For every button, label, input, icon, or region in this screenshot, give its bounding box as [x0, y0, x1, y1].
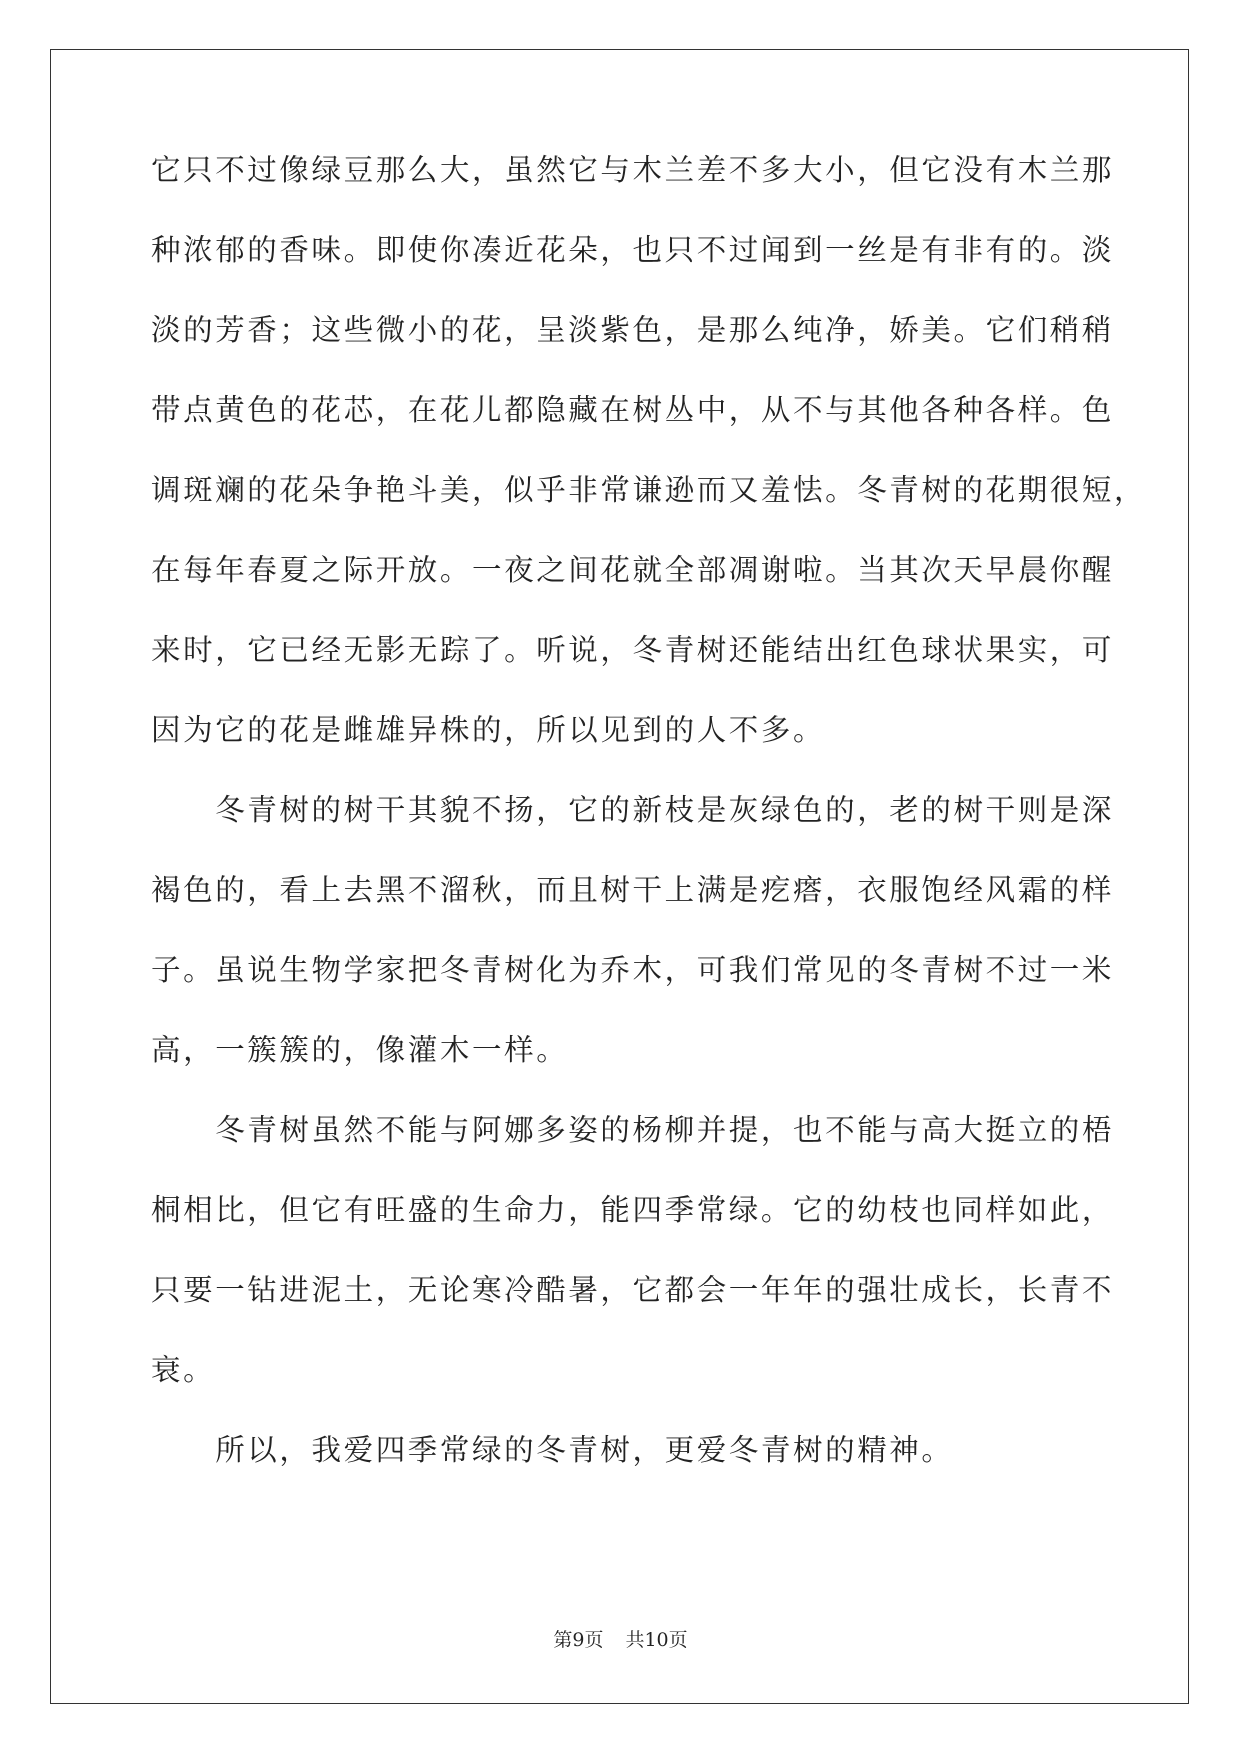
text-line: 在每年春夏之际开放。一夜之间花就全部凋谢啦。当其次天早晨你醒 [151, 553, 1115, 587]
text-line: 因为它的花是雌雄异株的，所以见到的人不多。 [151, 713, 826, 747]
text-line: 子。虽说生物学家把冬青树化为乔木，可我们常见的冬青树不过一米 [151, 953, 1115, 987]
total-pages: 共10页 [625, 1629, 688, 1651]
text-line: 衰。 [151, 1353, 216, 1387]
text-line: 它只不过像绿豆那么大，虽然它与木兰差不多大小，但它没有木兰那 [151, 153, 1115, 187]
text-line: 带点黄色的花芯，在花儿都隐藏在树丛中，从不与其他各种各样。色 [151, 393, 1115, 427]
text-line: 高，一簇簇的，像灌木一样。 [151, 1033, 569, 1067]
text-line: 种浓郁的香味。即使你凑近花朵，也只不过闻到一丝是有非有的。淡 [151, 233, 1115, 267]
page-number: 第9页 [553, 1629, 604, 1651]
text-line: 桐相比，但它有旺盛的生命力，能四季常绿。它的幼枝也同样如此， [151, 1193, 1115, 1227]
paragraph-start-line: 冬青树虽然不能与阿娜多姿的杨柳并提，也不能与高大挺立的梧 [151, 1113, 1115, 1147]
paragraph-start-line: 所以，我爱四季常绿的冬青树，更爱冬青树的精神。 [151, 1433, 954, 1467]
text-line: 只要一钻进泥土，无论寒冷酷暑，它都会一年年的强壮成长，长青不 [151, 1273, 1115, 1307]
page-footer [0, 1625, 1241, 1652]
text-line: 褐色的，看上去黑不溜秋，而且树干上满是疙瘩，衣服饱经风霜的样 [151, 873, 1115, 907]
paragraph-start-line: 冬青树的树干其貌不扬，它的新枝是灰绿色的，老的树干则是深 [151, 793, 1115, 827]
text-line: 淡的芳香；这些微小的花，呈淡紫色，是那么纯净，娇美。它们稍稍 [151, 313, 1115, 347]
text-line: 来时，它已经无影无踪了。听说，冬青树还能结出红色球状果实，可 [151, 633, 1115, 667]
text-line: 调斑斓的花朵争艳斗美，似乎非常谦逊而又羞怯。冬青树的花期很短， [151, 473, 1147, 507]
